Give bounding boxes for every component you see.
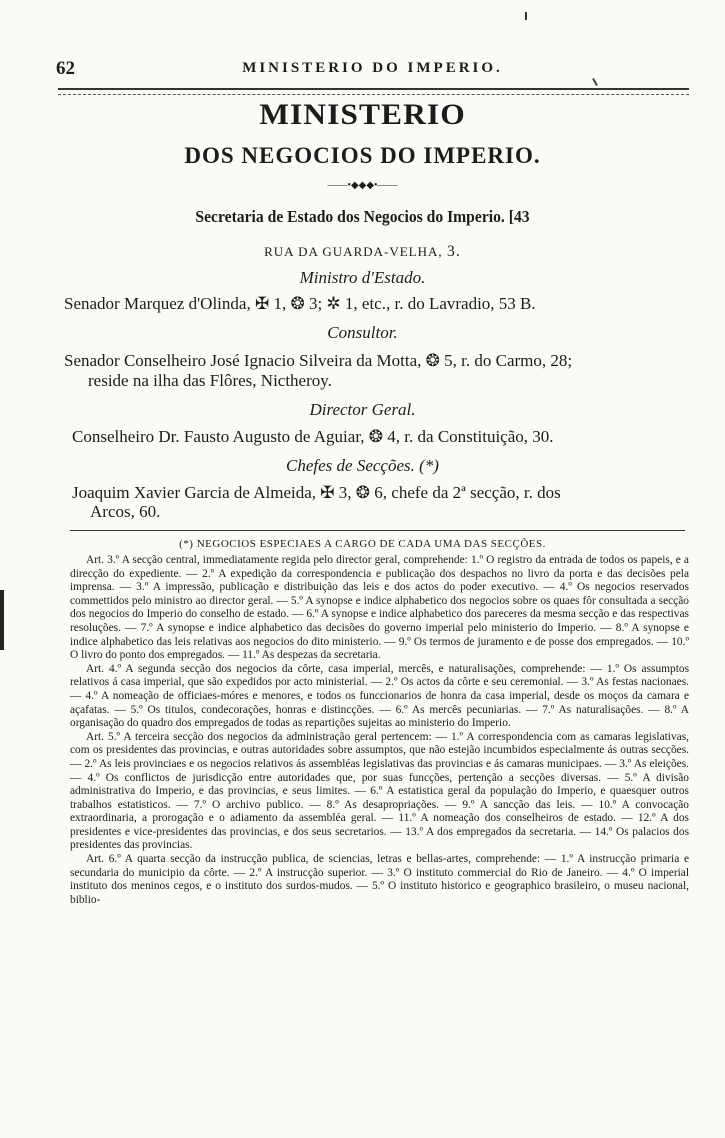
entry-chief-line2: Arcos, 60. [90, 502, 161, 521]
role-chiefs: Chefes de Secções. (*) [286, 456, 439, 475]
role-director: Director Geral. [309, 400, 416, 419]
address-street: RUA DA GUARDA-VELHA, [264, 244, 443, 259]
address-number: 3. [446, 243, 461, 260]
entry-minister: Senador Marquez d'Olinda, ✠ 1, ❂ 3; ✲ 1, etc., r. do Lavradio, 53 B. [64, 294, 536, 313]
article-6: Art. 6.º A quarta secção da instrucção publica, de sciencias, letras e bellas-artes, comprehende: — 1.º A instrucção primaria e secundaria do municipio da côrte. — 2.º A instrucção superior. — 3.º O instituto commercial do Rio de Janeiro. — 4.º O imperial instituto dos meninos cegos, e o instituto dos surdos-mudos. — 5.º O instituto historico e geographico brasileiro, o museu nacional, biblio- [70, 853, 689, 906]
footnote-body [70, 554, 689, 907]
ornament-divider: ——•◆◆◆•—— [327, 180, 398, 191]
running-header [56, 58, 689, 82]
role-minister: Ministro d'Estado. [299, 268, 426, 287]
article-5: Art. 5.º A terceira secção dos negocios da administração geral pertencem: — 1.º A correspondencia com as camaras legislativas, com os presidentes das provincias, e outras autoridades sobre assumptos, que não estejão incumbidos especialmente ás outras secções. — 2.º As leis provinciaes e os negocios relativos ás assembléas legislativas das provincias e ás camaras municipaes. — 3.º As eleições. — 4.º Os conflictos de jurisdicção entre autoridades que, por suas funcções, pertenção a secções diversas. — 5.º A divisão administrativa do Imperio, e das provincias, e seus limites. — 6.º A estatistica geral da população do Imperio, e quaesquer outros trabalhos estatisticos. — 7.º O archivo publico. — 8.º As desapropriações. — 9.º A sancção das leis. — 10.º A convocação extraordinaria, a prorogação e o adiamento da assembléa geral. — 11.º A nomeação dos conselheiros de estado. — 12.º A dos presidentes e vice-presidentes das provincias, e dos seus secretarios. — 13.º A dos empregados da secretaria. — 14.º Os palacios dos presidentes das provincias. [70, 730, 689, 852]
entry-director: Conselheiro Dr. Fausto Augusto de Aguiar, ❂ 4, r. da Constituição, 30. [72, 427, 554, 446]
article-3: Art. 3.º A secção central, immediatamente regida pelo director geral, comprehende: 1.º O registro da entrada de todos os papeis, e a direcção do expediente. — 2.º A expedição da correspondencia e publicação dos despachos no livro da porta e das decisões pela imprensa. — 3.º A impressão, publicação e distribuição das leis e dos actos do poder executivo. — 4.º Os negocios reservados commettidos pelo ministro ao director geral. — 5.º A synopse e indice alphabetico dos negocios sobre os quaes fôr consultada a secção dos negocios do Imperio do conselho de estado. — 6.º A synopse e indice alphabetico dos pareceres da mesma secção e das respectivas resoluções. — 7.º A synopse e indice alphabetico das decisões do governo imperial pelo ministerio do Imperio. — 8.º A synopse e indice alphabetico das leis relativas aos negocios do dito ministerio. — 9.º Os termos de juramento e de posse dos empregados. — 10.º O livro do ponto dos empregados. — 11.º As despezas da secretaria. [70, 554, 689, 662]
header-rule [58, 88, 689, 95]
secretaria-heading: Secretaria de Estado dos Negocios do Imperio. [43 [195, 207, 530, 226]
page-number: 62 [56, 58, 75, 79]
main-heading: MINISTERIO [259, 98, 466, 131]
entry-chief-line1: Joaquim Xavier Garcia de Almeida, ✠ 3, ❂ 6, chefe da 2ª secção, r. dos [72, 483, 561, 502]
entry-consultant-line1: Senador Conselheiro José Ignacio Silveira da Motta, ❂ 5, r. do Carmo, 28; [64, 351, 573, 370]
footnote-rule [70, 530, 685, 531]
footnote-title: (*) NEGOCIOS ESPECIAES A CARGO DE CADA UMA DAS SECÇÕES. [179, 538, 546, 550]
sub-heading: DOS NEGOCIOS DO IMPERIO. [184, 143, 541, 168]
article-4: Art. 4.º A segunda secção dos negocios da côrte, casa imperial, mercês, e naturalisações, comprehende: — 1.º Os assumptos relativos á casa imperial, que são expedidos por acto ministerial. — 2.º Os actos da côrte e seu ceremonial. — 3.º As festas nacionaes. — 4.º A nomeação de officiaes-móres e menores, e todos os funccionarios de honra da casa imperial, desde os moços da camara e açafatas. — 5.º Os titulos, condecorações, honras e distincções. — 6.º As mercês pecuniarias. — 7.º As naturalisações. — 8.º A organisação do quadro dos empregados de todas as repartições sujeitas ao ministerio do Imperio. [70, 662, 689, 730]
role-consultant: Consultor. [327, 323, 398, 342]
running-title: MINISTERIO DO IMPERIO. [242, 60, 503, 76]
address-line [0, 243, 725, 261]
binding-mark [0, 590, 4, 650]
entry-consultant-line2: reside na ilha das Flôres, Nictheroy. [88, 371, 332, 390]
ink-mark [525, 12, 527, 20]
